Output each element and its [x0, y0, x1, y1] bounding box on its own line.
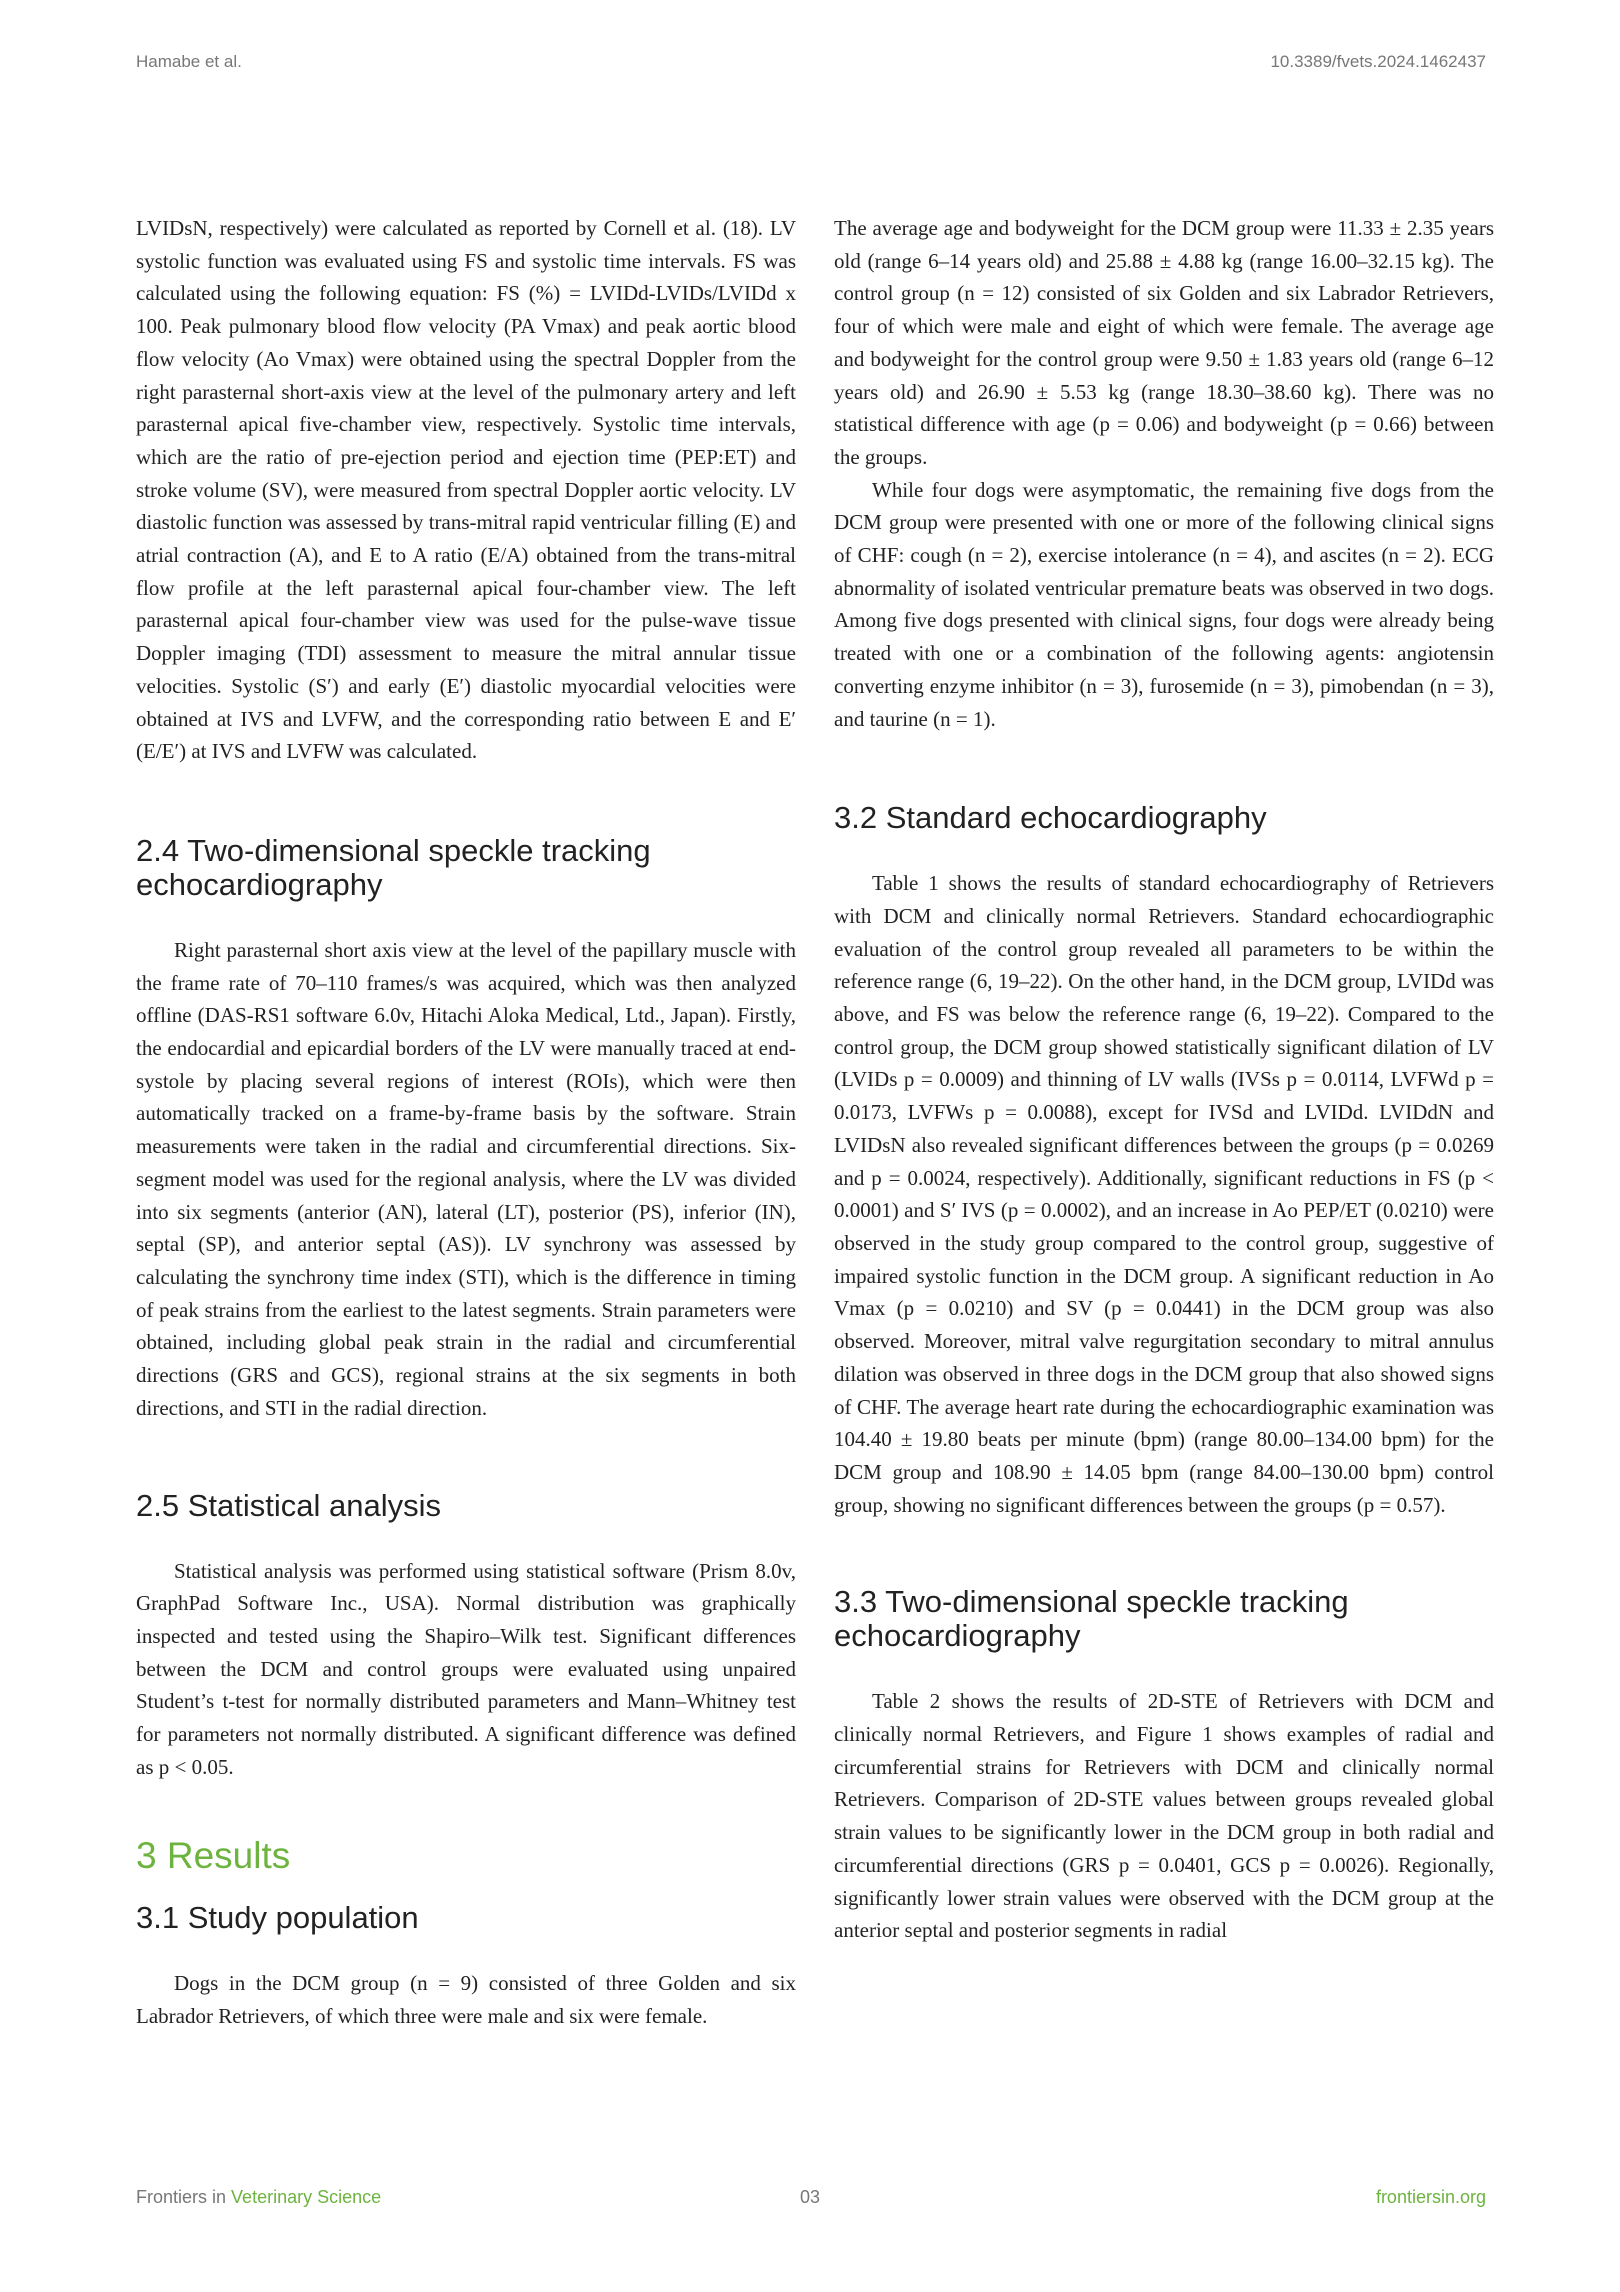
paragraph-3-3: Table 2 shows the results of 2D-STE of Retrievers with DCM and clinically normal Retrievers, and Figure 1 shows examples of radial and circumferential strains for Retrievers with DCM and clinically normal Retrievers. Comparison of 2D-STE values between groups revealed global strain values to be significantly lower in the DCM group in both radial and circumferential directions (GRS p = 0.0401, GCS p = 0.0026). Regionally, significantly lower strain values were observed with the DCM group at the anterior septal and posterior segments in radial — [834, 1689, 1494, 1943]
heading-3-2: 3.2 Standard echocardiography — [834, 800, 1267, 836]
paragraph-3-1: Dogs in the DCM group (n = 9) consisted of three Golden and six Labrador Retrievers, of which three were male and six were female. — [136, 1971, 796, 2029]
running-header-authors: Hamabe et al. — [136, 52, 242, 71]
footer-journal-prefix: Frontiers in — [136, 2187, 227, 2207]
paragraph-study-population-continued: The average age and bodyweight for the DCM group were 11.33 ± 2.35 years old (range 6–14 years old) and 25.88 ± 4.88 kg (range 16.00–32.15 kg). The control group (n = 12) consisted of six Golden and six Labrador Retrievers, four of which were male and eight of which were female. The average age and bodyweight for the control group were 9.50 ± 1.83 years old (range 6–12 years old) and 26.90 ± 5.53 kg (range 18.30–38.60 kg). There was no statistical difference with age (p = 0.06) and bodyweight (p = 0.66) between the groups. — [834, 216, 1494, 469]
paragraph-2-4: Right parasternal short axis view at the level of the papillary muscle with the frame rate of 70–110 frames/s was acquired, which was then analyzed offline (DAS-RS1 software 6.0v, Hitachi Aloka Medical, Ltd., Japan). Firstly, the endocardial and epicardial borders of the LV were manually traced at end-systole by placing several regions of interest (ROIs), which were then automatically tracked on a frame-by-frame basis by the software. Strain measurements were taken in the radial and circumferential directions. Six-segment model was used for the regional analysis, where the LV was divided into six segments (anterior (AN), lateral (LT), posterior (PS), inferior (IN), septal (SP), and anterior septal (AS)). LV synchrony was assessed by calculating the synchrony time index (STI), which is the difference in timing of peak strains from the earliest to the latest segments. Strain parameters were obtained, including global peak strain in the radial and circumferential directions (GRS and GCS), regional strains at the six segments in both directions, and STI in the radial direction. — [136, 937, 796, 1420]
paragraph-3-2: Table 1 shows the results of standard echocardiography of Retrievers with DCM and clinically normal Retrievers. Standard echocardiographic evaluation of the control group revealed all parameters to be within the reference range (6, 19–22). On the other hand, in the DCM group, LVIDd was above, and FS was below the reference range (6, 19–22). Compared to the control group, the DCM group showed statistically significant dilation of LV (LVIDs p = 0.0009) and thinning of LV walls (IVSs p = 0.0114, LVFWd p = 0.0173, LVFWs p = 0.0088), except for IVSd and LVIDd. LVIDdN and LVIDsN also revealed significant differences between the groups (p = 0.0269 and p = 0.0024, respectively). Additionally, significant reductions in FS (p < 0.0001) and S′ IVS (p = 0.0002), and an increase in Ao PEP/ET (0.0210) were observed in the study group compared to the control group, suggestive of impaired systolic function in the DCM group. A significant reduction in Ao Vmax (p = 0.0210) and SV (p = 0.0441) in the DCM group was also observed. Moreover, mitral valve regurgitation secondary to mitral annulus dilation was observed in three dogs in the DCM group that also showed signs of CHF. The average heart rate during the echocardiographic examination was 104.40 ± 19.80 beats per minute (bpm) (range 80.00–134.00 bpm) for the DCM group and 108.90 ± 14.05 bpm (range 84.00–130.00 bpm) control group, showing no significant differences between the groups (p = 0.57). — [834, 871, 1494, 1517]
left-column — [136, 212, 796, 2033]
heading-3-3: 3.3 Two-dimensional speckle tracking echocardiography — [834, 1584, 1349, 1654]
paragraph-methods-continued: LVIDsN, respectively) were calculated as reported by Cornell et al. (18). LV systolic function was evaluated using FS and systolic time intervals. FS was calculated using the following equation: FS (%) = LVIDd-LVIDs/LVIDd x 100. Peak pulmonary blood flow velocity (PA Vmax) and peak aortic blood flow velocity (Ao Vmax) were obtained using the spectral Doppler from the right parasternal short-axis view at the level of the pulmonary artery and left parasternal apical five-chamber view, respectively. Systolic time intervals, which are the ratio of pre-ejection period and ejection time (PEP:ET) and stroke volume (SV), were measured from spectral Doppler aortic velocity. LV diastolic function was assessed by trans-mitral rapid ventricular filling (E) and atrial contraction (A), and E to A ratio (E/A) obtained from the trans-mitral flow profile at the left parasternal apical four-chamber view. The left parasternal apical four-chamber view was used for the pulse-wave tissue Doppler imaging (TDI) assessment to measure the mitral annular tissue velocities. Systolic (S′) and early (E′) diastolic myocardial velocities were obtained at IVS and LVFW, and the corresponding ratio between E and E′ (E/E′) at IVS and LVFW was calculated. — [136, 216, 796, 764]
right-column — [834, 212, 1494, 1947]
heading-3-results: 3 Results — [136, 1835, 291, 1877]
footer-site-link[interactable]: frontiersin.org — [1375, 2187, 1486, 2207]
heading-2-4: 2.4 Two-dimensional speckle tracking echocardiography — [136, 832, 651, 902]
heading-3-1: 3.1 Study population — [136, 1900, 419, 1936]
running-header-doi: 10.3389/fvets.2024.1462437 — [1270, 52, 1486, 71]
paragraph-2-5: Statistical analysis was performed using statistical software (Prism 8.0v, GraphPad Software Inc., USA). Normal distribution was graphically inspected and tested using the Shapiro–Wilk test. Significant differences between the DCM and control groups were evaluated using unpaired Student’s t-test for normally distributed parameters and Mann–Whitney test for parameters not normally distributed. A significant difference was defined as p < 0.05. — [136, 1558, 796, 1779]
heading-2-5: 2.5 Statistical analysis — [136, 1487, 441, 1523]
footer-journal-link[interactable]: Veterinary Science — [231, 2187, 382, 2207]
footer-page-number: 03 — [799, 2187, 821, 2207]
paragraph-clinical-signs: While four dogs were asymptomatic, the remaining five dogs from the DCM group were presented with one or more of the following clinical signs of CHF: cough (n = 2), exercise intolerance (n = 4), and ascites (n = 2). ECG abnormality of isolated ventricular premature beats was observed in two dogs. Among five dogs presented with clinical signs, four dogs were already being treated with one or a combination of the following agents: angiotensin converting enzyme inhibitor (n = 3), furosemide (n = 3), pimobendan (n = 3), and taurine (n = 1). — [834, 477, 1494, 731]
